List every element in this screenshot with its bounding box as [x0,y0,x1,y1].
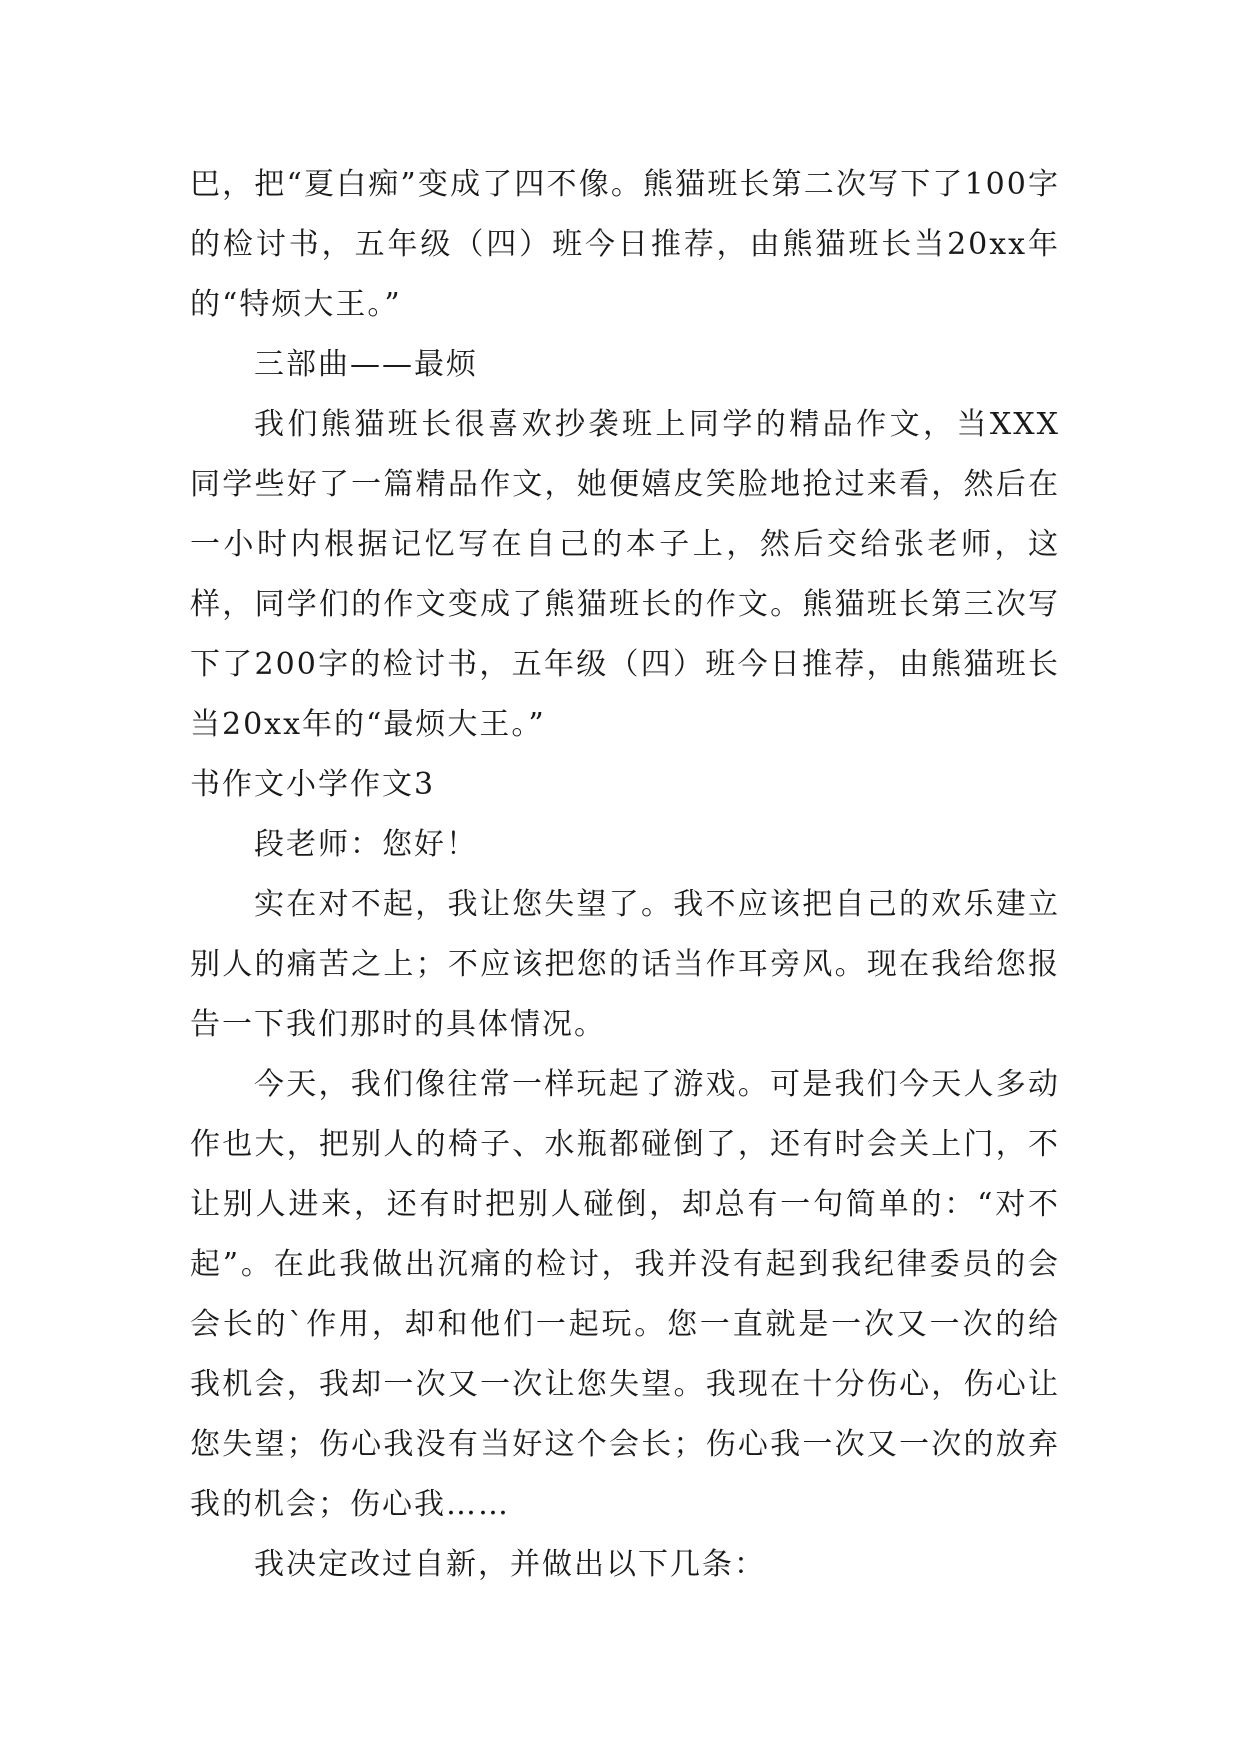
paragraph: 我决定改过自新，并做出以下几条： [254,1547,766,1582]
paragraph: 我们熊猫班长很喜欢抄袭班上同学的精品作文，当XXX同学些好了一篇精品作文，她便嬉皮笑脸地抢过来看，然后在一小时内根据记忆写在自己的本子上，然后交给张老师，这样，同学们的作文变成了熊猫班长的作文。熊猫班长第三次写下了200字的检讨书，五年级（四）班今日推荐，由熊猫班长当20xx年的“最烦大王。” [190,407,1060,742]
article-title: 书作文小学作文3 [190,767,436,802]
document-body [190,155,1060,1595]
paragraph: 巴，把“夏白痴”变成了四不像。熊猫班长第二次写下了100字的检讨书，五年级（四）班今日推荐，由熊猫班长当20xx年的“特烦大王。” [190,167,1060,322]
section-heading: 三部曲——最烦 [254,347,478,382]
paragraph: 今天，我们像往常一样玩起了游戏。可是我们今天人多动作也大，把别人的椅子、水瓶都碰倒了，还有时会关上门，不让别人进来，还有时把别人碰倒，却总有一句简单的：“对不起”。在此我做出沉痛的检讨，我并没有起到我纪律委员的会会长的`作用，却和他们一起玩。您一直就是一次又一次的给我机会，我却一次又一次让您失望。我现在十分伤心，伤心让您失望；伤心我没有当好这个会长；伤心我一次又一次的放弃我的机会；伤心我…… [190,1067,1060,1522]
salutation: 段老师：您好！ [254,827,478,862]
paragraph: 实在对不起，我让您失望了。我不应该把自己的欢乐建立别人的痛苦之上；不应该把您的话当作耳旁风。现在我给您报告一下我们那时的具体情况。 [190,887,1060,1042]
